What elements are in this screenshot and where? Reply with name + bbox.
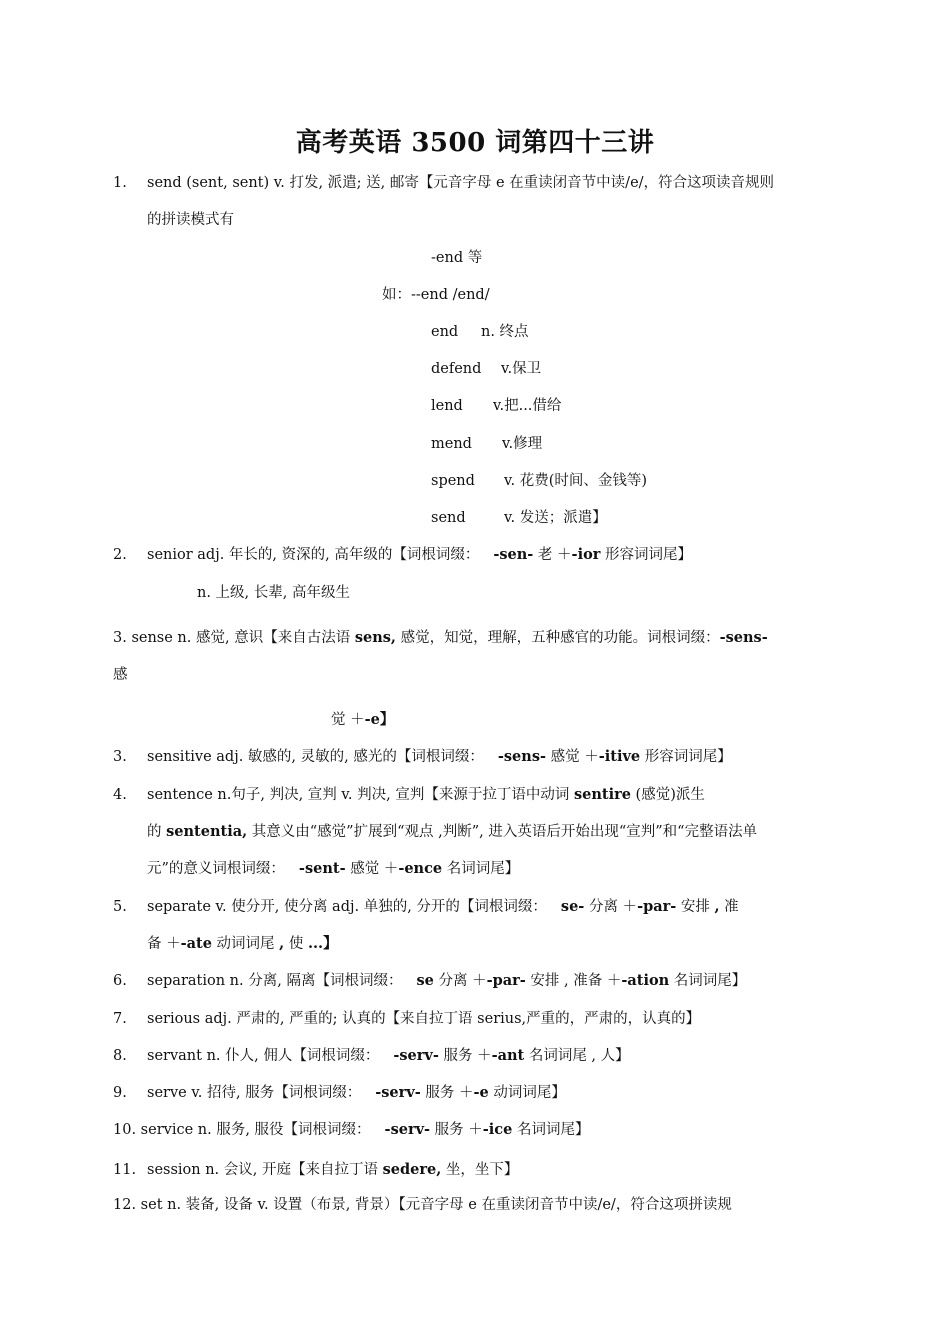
word-meaning: n. 终点 [481, 324, 529, 340]
word: end [431, 324, 459, 340]
entry-3a-line-3: 觉 ＋-e】 [331, 711, 395, 728]
entry-4-line-3: 元”的意义词根词缀： -sent- 感觉 ＋-ence 名词词尾】 [147, 860, 520, 877]
entry-3b-number: 3. [113, 749, 127, 765]
entry-9-number: 9. [113, 1085, 127, 1101]
word-row [431, 471, 647, 491]
entry-7-line-1: serious adj. 严肃的, 严重的; 认真的【来自拉丁语 serius,严重的，严肃的，认真的】 [147, 1011, 701, 1027]
entry-3a-line-1: 3. sense n. 感觉, 意识【来自古法语 sens, 感觉，知觉，理解，五种感官的功能。词根词缀：-sens- [113, 629, 768, 646]
entry-9-line-1: serve v. 招待, 服务【词根词缀： -serv- 服务 ＋-e 动词词尾】 [147, 1084, 566, 1101]
word: spend [431, 473, 475, 489]
word-row [431, 322, 529, 342]
entry-6-number: 6. [113, 973, 127, 989]
entry-4-line-2: 的 sententia, 其意义由“感觉”扩展到“观点 ,判断”, 进入英语后开始出现“宣判”和“完整语法单 [147, 823, 758, 840]
word-meaning: v.保卫 [501, 361, 542, 377]
entry-10-line-1: 10. service n. 服务, 服役【词根词缀： -serv- 服务 ＋-ice 名词词尾】 [113, 1121, 590, 1138]
word-meaning: v. 花费(时间、金钱等) [504, 473, 648, 489]
entry-11-number: 11. [113, 1162, 137, 1178]
word-meaning: v.把...借给 [493, 398, 562, 414]
entry-3b-line-1: sensitive adj. 敏感的, 灵敏的, 感光的【词根词缀： -sens- 感觉 ＋-itive 形容词词尾】 [147, 748, 732, 765]
word-row [431, 434, 542, 454]
entry-5-line-1: separate v. 使分开, 使分离 adj. 单独的, 分开的【词根词缀： se- 分离 ＋-par- 安排 , 准 [147, 898, 739, 915]
entry-1-line-1: send (sent, sent) v. 打发, 派遣; 送, 邮寄【元音字母 e 在重读闭音节中读/e/，符合这项读音规则 [147, 175, 775, 191]
entry-4-line-1: sentence n.句子, 判决, 宣判 v. 判决, 宣判【来源于拉丁语中动词 sentire (感觉)派生 [147, 786, 705, 803]
entry-11-line-1: session n. 会议, 开庭【来自拉丁语 sedere, 坐，坐下】 [147, 1161, 519, 1178]
entry-5-number: 5. [113, 899, 127, 915]
word-meaning: v.修理 [502, 436, 543, 452]
word: mend [431, 436, 472, 452]
word: defend [431, 361, 482, 377]
entry-8-line-1: servant n. 仆人, 佣人【词根词缀： -serv- 服务 ＋-ant 名词词尾 , 人】 [147, 1047, 630, 1064]
entry-1-line-2: 的拼读模式有 [147, 212, 234, 228]
entry-7-number: 7. [113, 1011, 127, 1027]
word-row [431, 359, 541, 379]
entry-12-line-1: 12. set n. 装备, 设备 v. 设置（布景, 背景）【元音字母 e 在重读闭音节中读/e/，符合这项拼读规 [113, 1197, 732, 1213]
entry-6-line-1: separation n. 分离, 隔离【词根词缀： se 分离 ＋-par- 安排 , 准备 ＋-ation 名词词尾】 [147, 972, 747, 989]
entry-2-number: 2. [113, 547, 127, 563]
word-row [431, 396, 561, 416]
entry-8-number: 8. [113, 1048, 127, 1064]
entry-2-line-1: senior adj. 年长的, 资深的, 高年级的【词根词缀： -sen- 老 ＋-ior 形容词词尾】 [147, 546, 692, 563]
entry-1-number: 1. [113, 175, 127, 191]
entry-3a-line-2: 感 [113, 667, 128, 683]
entry-4-number: 4. [113, 787, 127, 803]
entry-2-line-2: n. 上级, 长辈, 高年级生 [197, 585, 350, 601]
entry-1-example-label: 如：--end /end/ [382, 287, 490, 303]
word: send [431, 510, 466, 526]
page-title: 高考英语 3500 词第四十三讲 [295, 128, 655, 158]
word-meaning: v. 发送；派遣】 [504, 510, 607, 526]
entry-5-line-2: 备 ＋-ate 动词词尾 , 使 ...】 [147, 935, 338, 952]
word: lend [431, 398, 463, 414]
entry-1-pattern: -end 等 [431, 250, 483, 266]
word-row [431, 508, 607, 528]
